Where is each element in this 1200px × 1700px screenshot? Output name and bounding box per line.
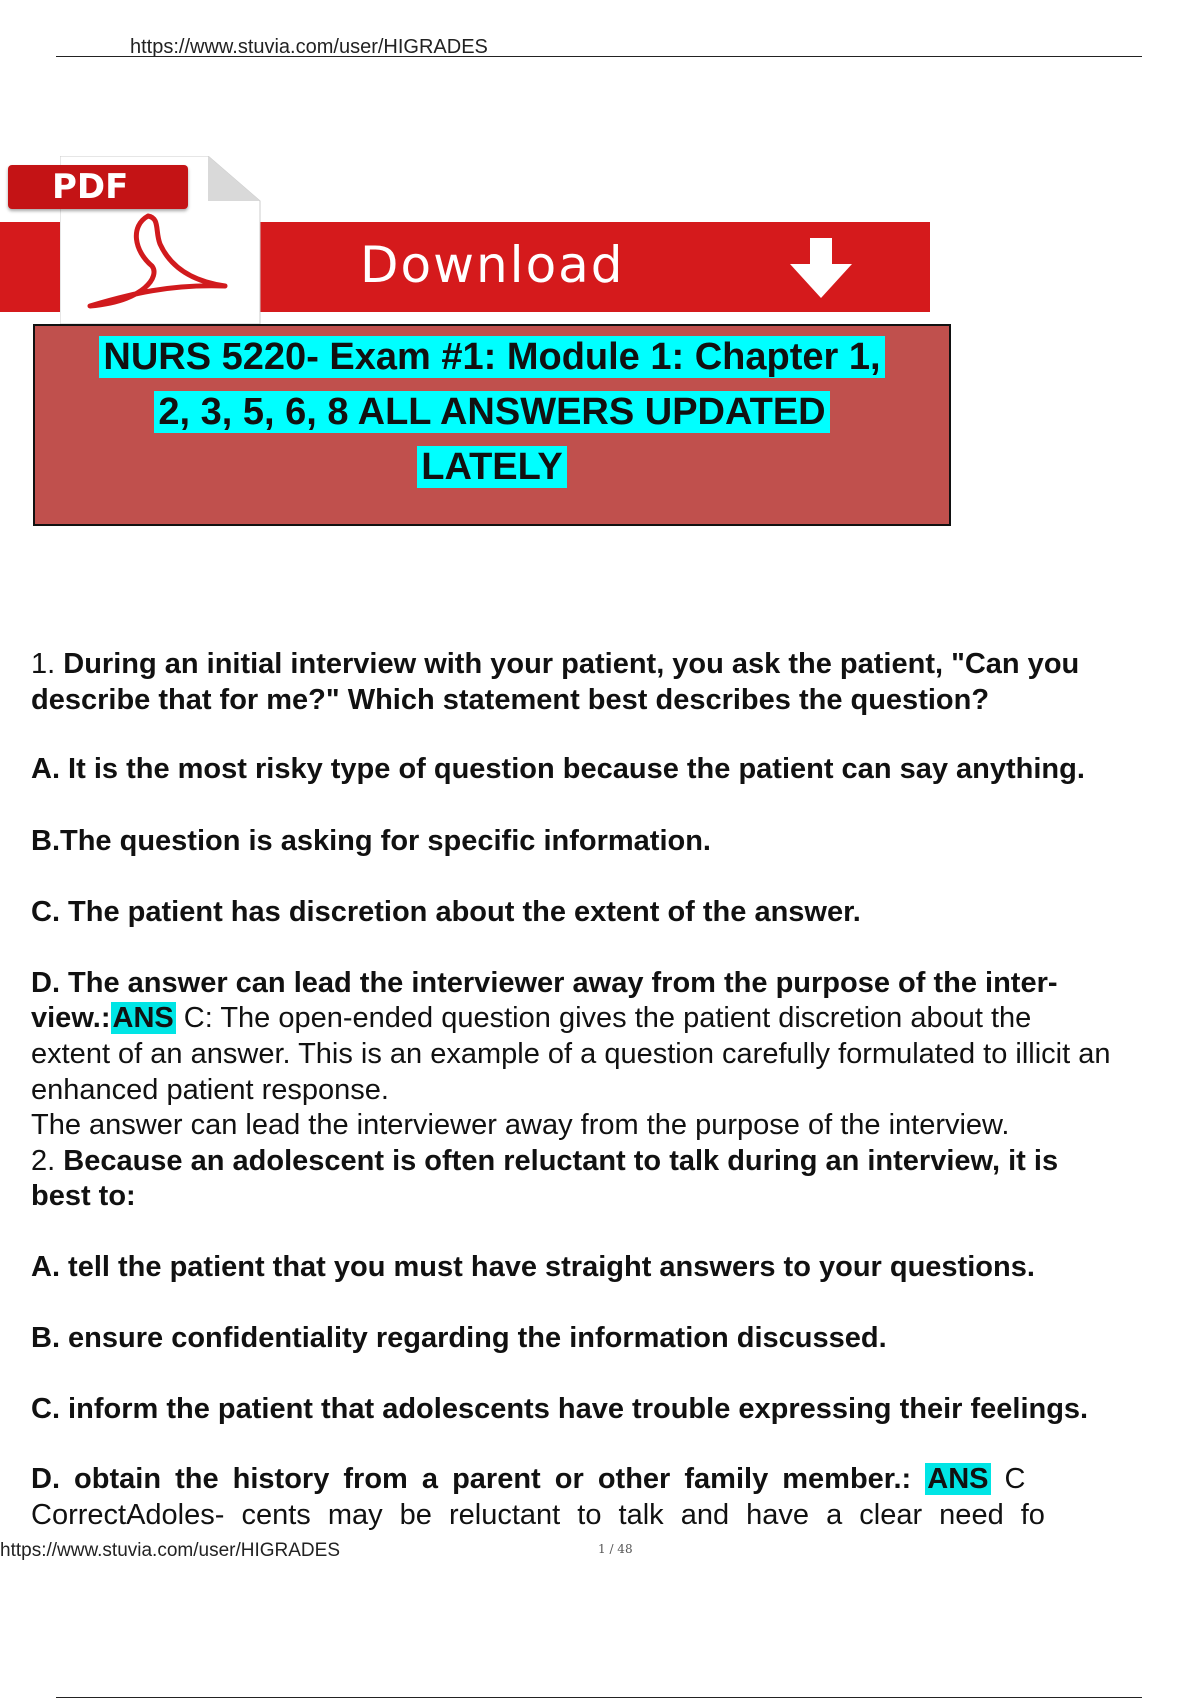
q1-stem-line-2: describe that for me?" Which statement best describes the question? [31, 684, 990, 716]
q1-stem-line-1 [31, 646, 1079, 682]
q2-stem-line-2: best to: [31, 1180, 136, 1212]
q2-ans-tag: ANS [927, 1463, 989, 1495]
q1-option-d-line-1: D. The answer can lead the interviewer away from the purpose of the inter- [31, 967, 1058, 999]
download-label[interactable]: Download [360, 236, 625, 294]
q2-ans-tail: C [990, 1463, 1026, 1495]
q2-stem-text-1: Because an adolescent is often reluctant to talk during an interview, it is [63, 1145, 1059, 1177]
footer-url: https://www.stuvia.com/user/HIGRADES [0, 1540, 340, 1561]
title-line-3: LATELY [417, 446, 566, 488]
q2-stem-line-1 [31, 1143, 1058, 1179]
q1-answer-line-3: enhanced patient response. [31, 1074, 389, 1106]
pdf-label: PDF [52, 167, 129, 207]
q1-option-c: C. The patient has discretion about the extent of the answer. [31, 896, 861, 928]
footer-rule [56, 1697, 1142, 1698]
q1-option-b: B.The question is asking for specific information. [31, 825, 711, 857]
q1-answer-line-1 [31, 1000, 1031, 1036]
q1-option-d-line-2: view.: [31, 1002, 111, 1034]
q2-number: 2. [31, 1145, 56, 1177]
q2-option-d: D. obtain the history from a parent or other family member.: [31, 1463, 926, 1495]
title-line-2: 2, 3, 5, 6, 8 ALL ANSWERS UPDATED [154, 391, 829, 433]
q2-option-a: A. tell the patient that you must have straight answers to your questions. [31, 1251, 1035, 1283]
title-line-1: NURS 5220- Exam #1: Module 1: Chapter 1, [99, 336, 884, 378]
q2-answer-line-1: CorrectAdoles- cents may be reluctant to talk and have a clear need fo [31, 1499, 1045, 1531]
download-arrow-icon[interactable] [786, 238, 856, 300]
q2-option-c: C. inform the patient that adolescents have trouble expressing their feelings. [31, 1393, 1089, 1425]
q1-option-a: A. It is the most risky type of question because the patient can say anything. [31, 753, 1085, 785]
q1-ans-text-1: C: The open-ended question gives the patient discretion about the [175, 1002, 1032, 1034]
q2-option-b: B. ensure confidentiality regarding the information discussed. [31, 1322, 887, 1354]
q1-answer-line-4: The answer can lead the interviewer away from the purpose of the interview. [31, 1109, 1010, 1141]
page-number: 1 / 48 [598, 1542, 633, 1556]
q1-number: 1. [31, 648, 56, 680]
q1-answer-line-2: extent of an answer. This is an example of a question carefully formulated to illicit an [31, 1038, 1111, 1070]
header-url: https://www.stuvia.com/user/HIGRADES [130, 36, 488, 58]
q1-stem-text-1: During an initial interview with your patient, you ask the patient, "Can you [63, 648, 1080, 680]
q1-ans-tag: ANS [112, 1002, 174, 1034]
header-rule [56, 56, 1142, 57]
document-title [33, 330, 951, 495]
q2-option-d-line [31, 1461, 1026, 1497]
